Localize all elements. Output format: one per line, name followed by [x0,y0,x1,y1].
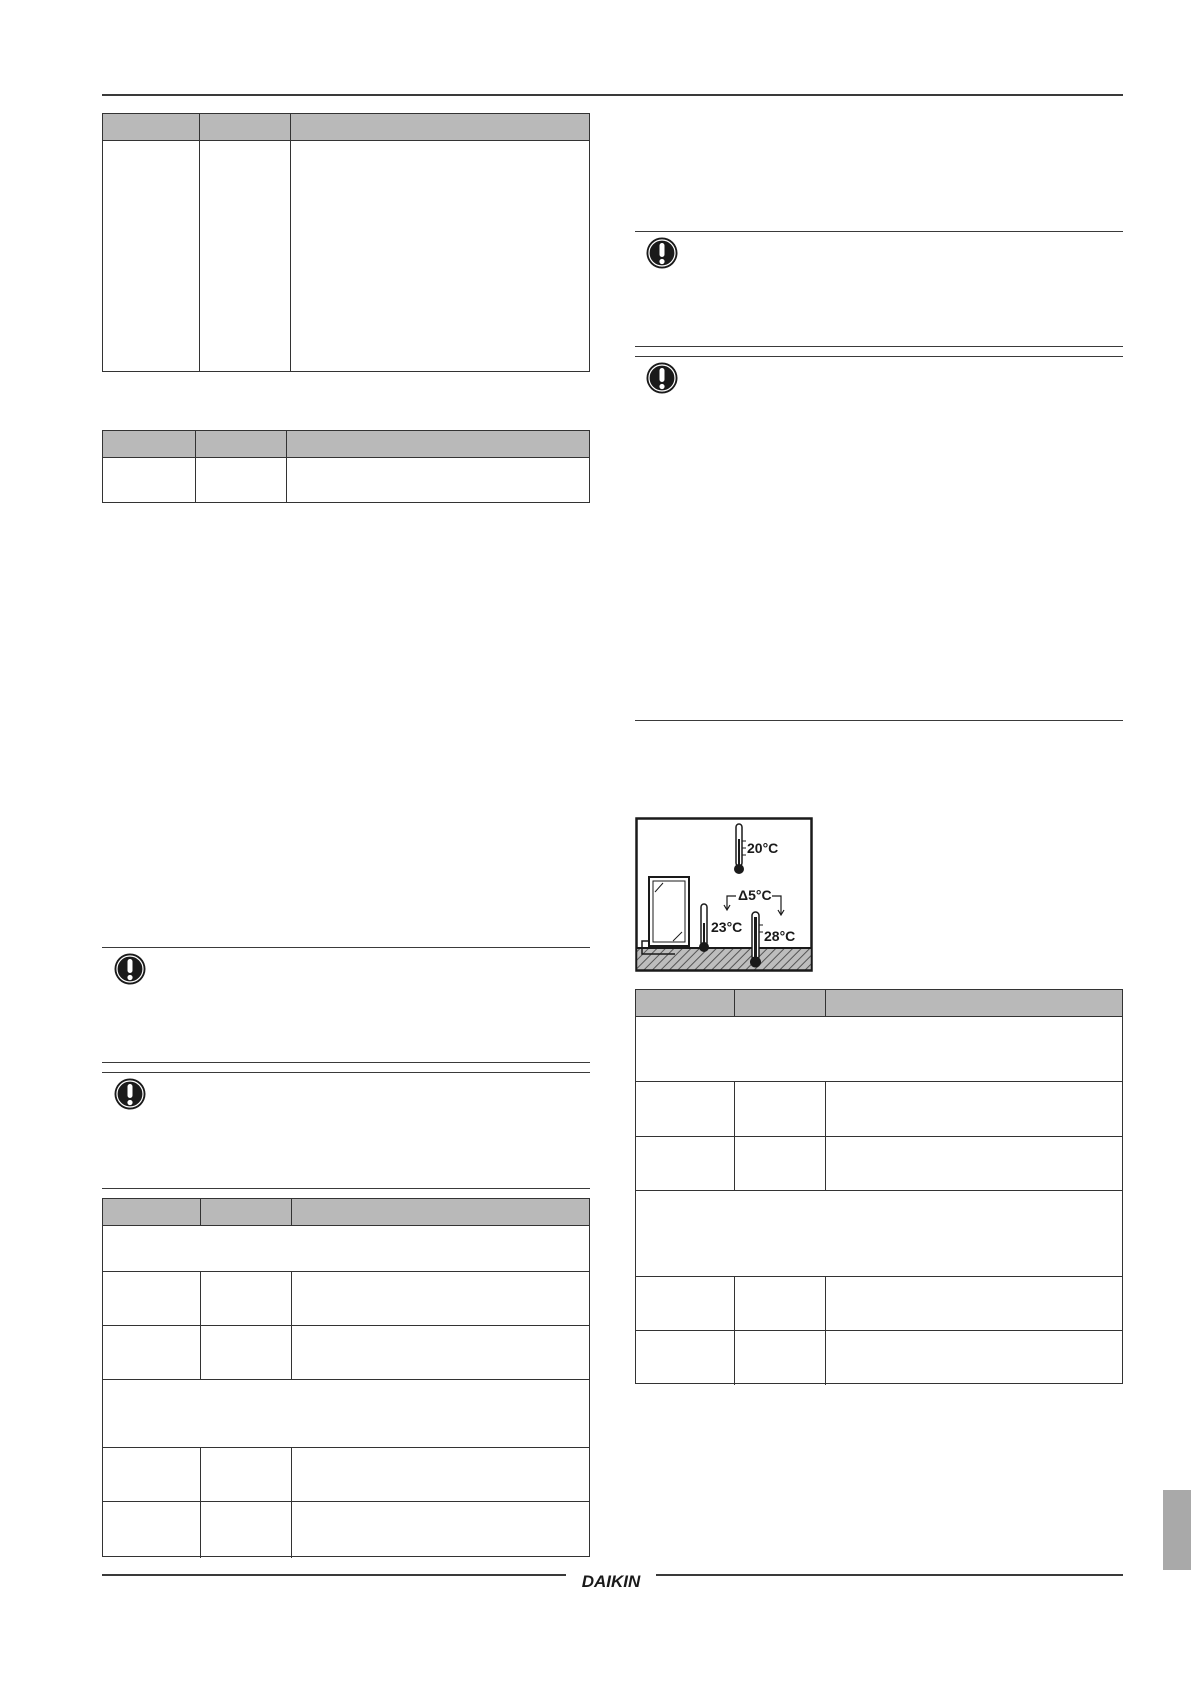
note-rule-bottom [635,346,1123,347]
settings-table-2 [102,430,590,503]
table-header [636,990,1122,1017]
chapter-side-tab [1163,1490,1191,1570]
floor-right-temp-label: 28°C [764,928,796,944]
warning-icon [645,236,679,270]
warning-icon [113,952,147,986]
note-rule-bottom [635,720,1123,721]
note-rule-bottom [102,1188,590,1189]
warning-icon [113,1077,147,1111]
note-rule-top [635,231,1123,232]
delta-temp-label: Δ5°C [738,887,772,903]
warning-icon [645,361,679,395]
settings-table-3 [102,1198,590,1557]
header-rule [102,94,1123,96]
table-header [103,1199,589,1226]
room-temperature-figure [635,817,813,972]
settings-table-1 [102,113,590,372]
table-header [103,114,589,141]
room-temp-label: 20°C [747,840,779,856]
note-rule-top [102,947,590,948]
table-header [103,431,589,458]
brand-name: DAIKIN [581,1572,641,1591]
note-rule-bottom [102,1062,590,1063]
note-rule-top [635,356,1123,357]
settings-table-4 [635,989,1123,1384]
note-rule-top [102,1072,590,1073]
floor-left-temp-label: 23°C [711,919,743,935]
daikin-logo [566,1569,656,1593]
